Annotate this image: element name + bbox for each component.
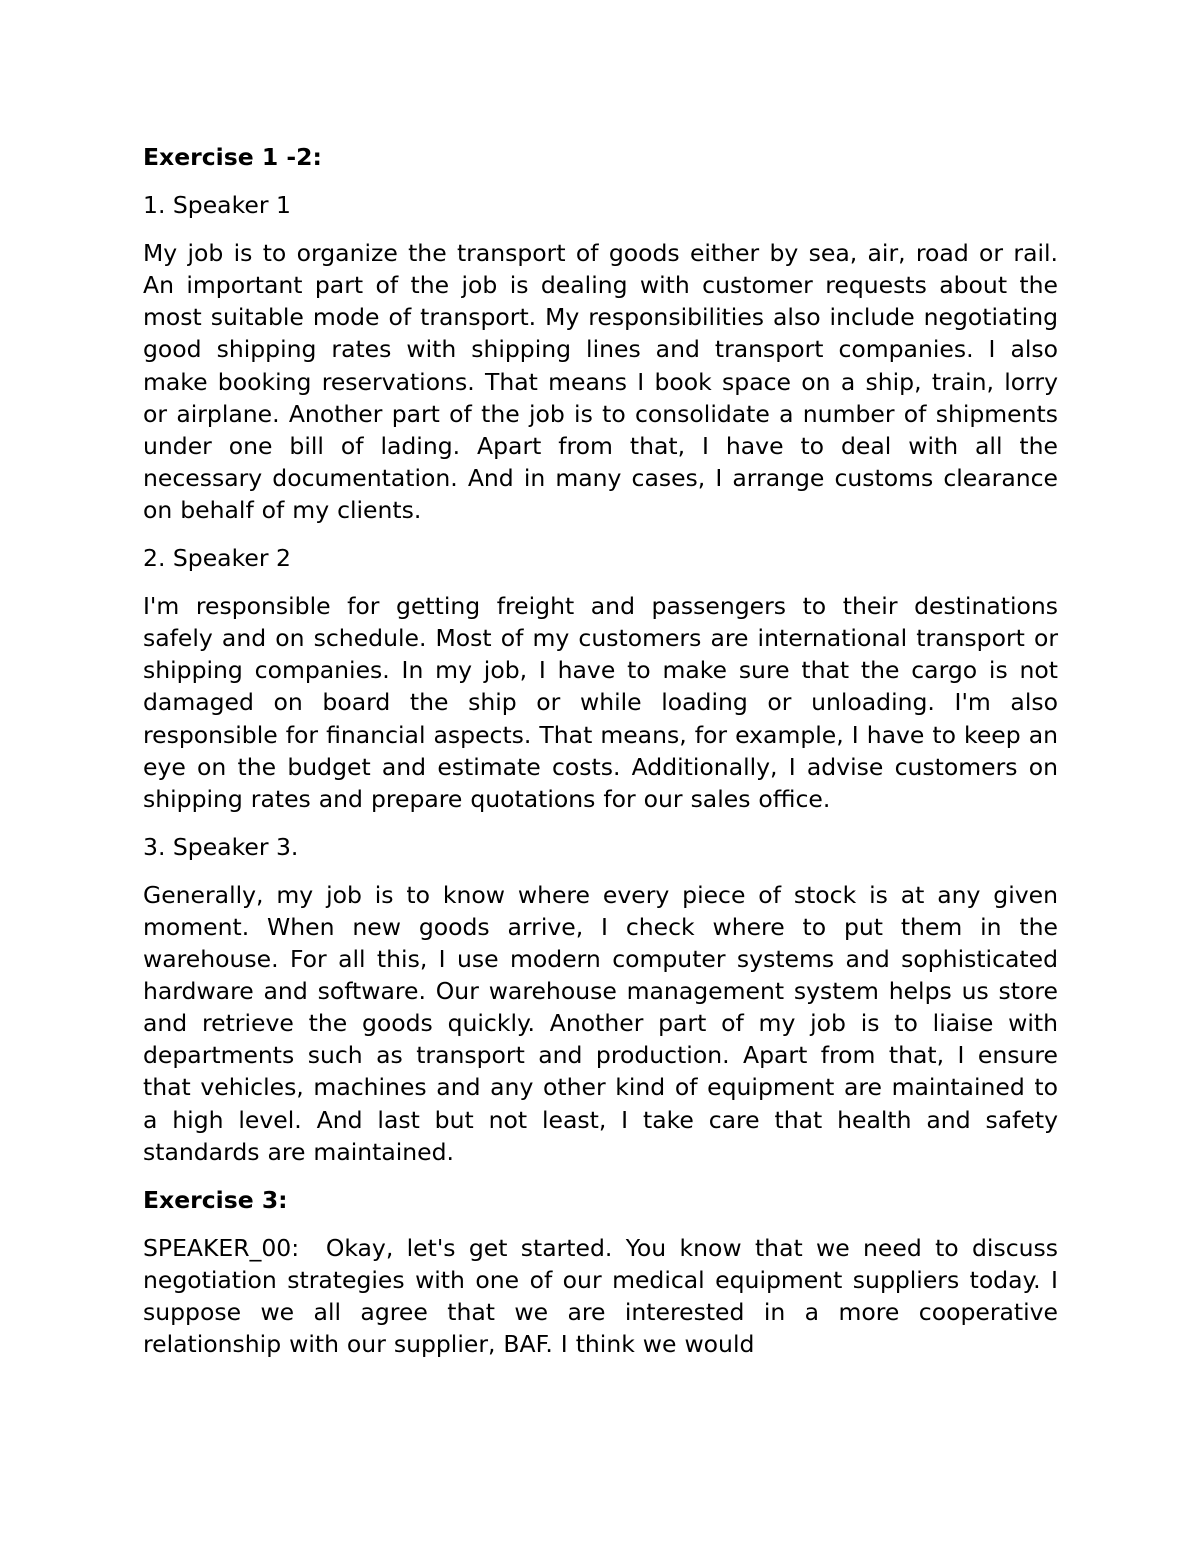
exercise-3-dialogue: SPEAKER_00: Okay, let's get started. You know that we need to discuss negotiation strategies with one of our medical equipment suppliers today. I suppose we all agree that we are interested in a more cooperative relationship with our supplier, BAF. I think we would	[143, 1233, 1066, 1359]
document-page	[143, 140, 1066, 1376]
speaker-3-paragraph: Generally, my job is to know where every piece of stock is at any given moment. When new goods arrive, I check where to put them in the warehouse. For all this, I use modern computer systems and sophisticated hardware and software. Our warehouse management system helps us store and retrieve the goods quickly. Another part of my job is to liaise with departments such as transport and production. Apart from that, I ensure that vehicles, machines and any other kind of equipment are maintained to a high level. And last but not least, I take care that health and safety standards are maintained.	[143, 880, 1058, 1166]
speaker-3-label: 3. Speaker 3.	[143, 832, 299, 861]
speaker-1-paragraph: My job is to organize the transport of goods either by sea, air, road or rail. An important part of the job is dealing with customer requests about the most suitable mode of transport. My responsibilities also include negotiating good shipping rates with shipping lines and transport companies. I also make booking reservations. That means I book space on a ship, train, lorry or airplane. Another part of the job is to consolidate a number of shipments under one bill of lading. Apart from that, I have to deal with all the necessary documentation. And in many cases, I arrange customs clearance on behalf of my clients.	[143, 239, 1058, 524]
speaker-1-label: 1. Speaker 1	[143, 191, 291, 220]
speaker-2-paragraph: I'm responsible for getting freight and passengers to their destinations safely and on schedule. Most of my customers are international transport or shipping companies. In my job, I have to make sure that the cargo is not damaged on board the ship or while loading or unloading. I'm also responsible for financial aspects. That means, for example, I have to keep an eye on the budget and estimate costs. Additionally, I advise customers on shipping rates and prepare quotations for our sales office.	[143, 592, 1058, 813]
exercise-3-heading: Exercise 3:	[143, 1185, 288, 1214]
exercise-1-2-heading: Exercise 1 -2:	[143, 143, 322, 171]
speaker-2-label: 2. Speaker 2	[143, 544, 291, 573]
